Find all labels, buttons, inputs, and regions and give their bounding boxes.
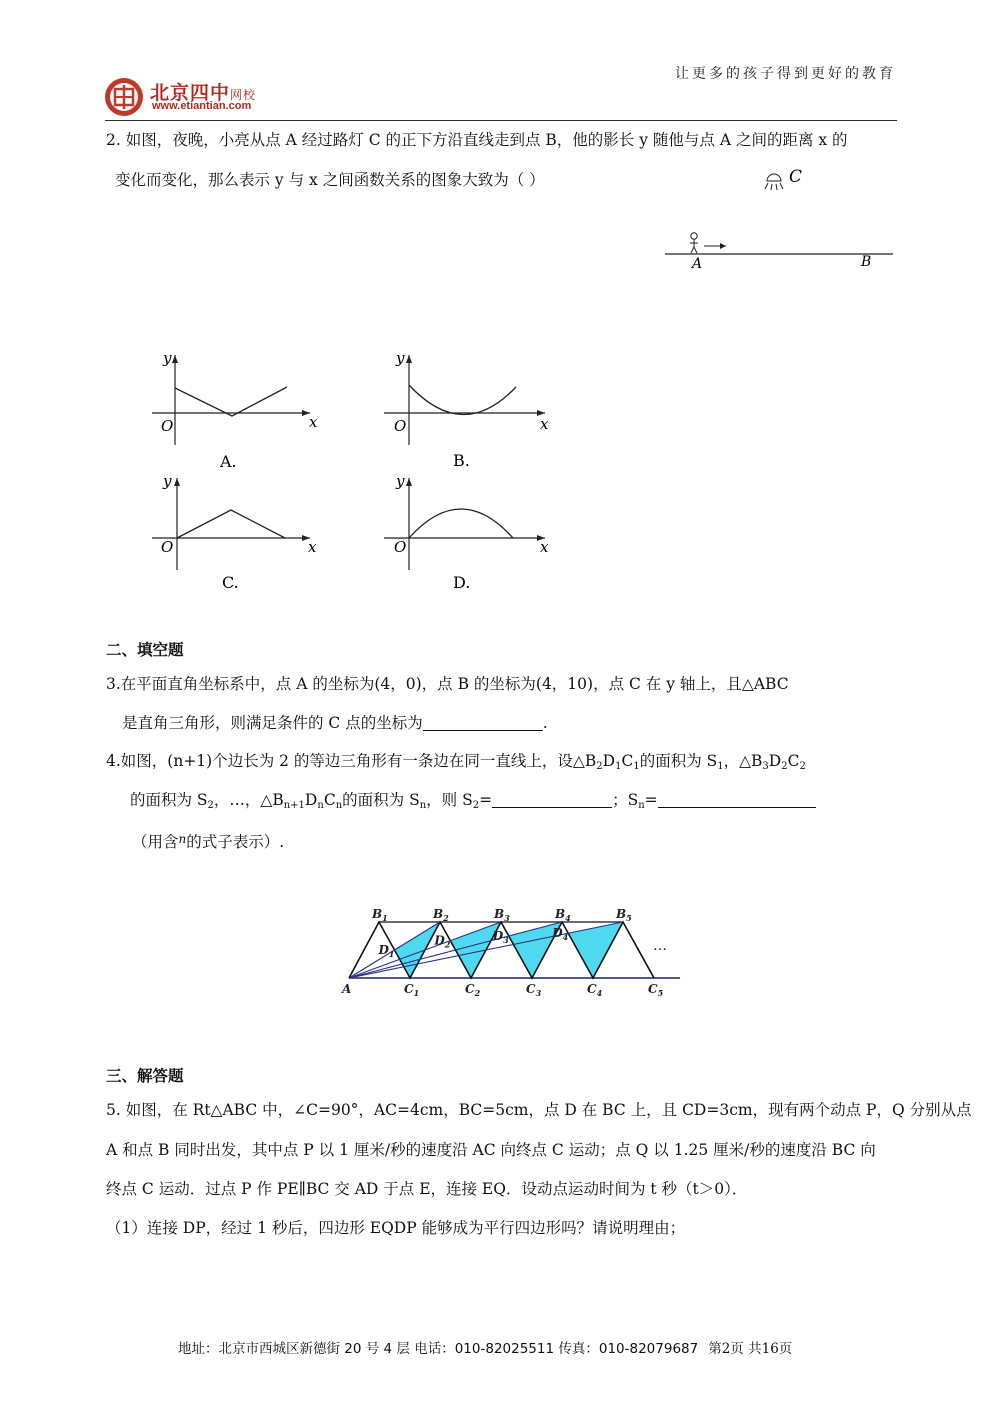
d-label: $D_4$ bbox=[552, 926, 569, 943]
ellipsis-label: … bbox=[653, 938, 667, 954]
b-label-sub: 5 bbox=[626, 913, 632, 923]
d-label-sub: 2 bbox=[444, 939, 451, 950]
q4-line1 bbox=[106, 751, 806, 777]
logo-url: www.etiantian.com bbox=[152, 100, 252, 112]
q4-text: C bbox=[323, 791, 336, 809]
q4-sub: 1 bbox=[633, 761, 640, 772]
q4-line2 bbox=[130, 790, 816, 816]
q4-var-n: n bbox=[178, 832, 187, 846]
b-label: $B_1$ bbox=[372, 907, 388, 923]
y-axis-label: y bbox=[163, 472, 172, 490]
d-label: $D_1$ bbox=[378, 943, 395, 959]
q4-text: ，则 S bbox=[426, 791, 473, 809]
point-a-label: A bbox=[692, 256, 703, 272]
q3-line2-end: . bbox=[542, 714, 548, 732]
q4-line3 bbox=[132, 829, 284, 852]
c-label-sub: 1 bbox=[413, 988, 420, 998]
c-label: $C_5$ bbox=[648, 982, 664, 998]
x-axis-label: x bbox=[309, 413, 318, 431]
q5-line3: 终点 C 运动．过点 P 作 PE∥BC 交 AD 于点 E，连接 EQ．设动点运动时间为 t 秒（t＞0）． bbox=[106, 1180, 748, 1198]
triangle-labels bbox=[341, 907, 667, 998]
q4-text: 的面积为 S bbox=[639, 752, 718, 770]
y-axis-label: y bbox=[163, 349, 172, 367]
y-axis-label: y bbox=[396, 349, 405, 367]
footer-address: 地址：北京市西城区新德街 20 号 4 层 电话：010-82025511 传真：010-82079687 bbox=[178, 1341, 699, 1357]
q4-sub: 2 bbox=[799, 761, 806, 772]
footer bbox=[178, 1337, 792, 1357]
option-label: D. bbox=[453, 573, 471, 592]
q2-lamp-figure bbox=[655, 160, 905, 275]
q4-s2-blank[interactable] bbox=[492, 791, 612, 808]
q4-text: 的式子表示）. bbox=[186, 833, 285, 851]
b-label: $B_4$ bbox=[555, 907, 571, 923]
c-label-sub: 3 bbox=[535, 988, 542, 998]
direction-arrow-icon bbox=[704, 243, 726, 249]
d-label-sub: 1 bbox=[388, 949, 395, 959]
q4-sub: 3 bbox=[762, 761, 769, 772]
q4-text: 4.如图，(n+1)个边长为 2 的等边三角形有一条边在同一直线上，设△B bbox=[106, 752, 597, 770]
a-label: A bbox=[342, 982, 352, 996]
q4-sub: n bbox=[419, 800, 427, 811]
q4-sub: 1 bbox=[717, 761, 724, 772]
option-label: B. bbox=[453, 451, 470, 470]
q4-text: = bbox=[479, 791, 493, 809]
x-axis-label: x bbox=[308, 538, 317, 556]
x-axis-label: x bbox=[540, 538, 549, 556]
q4-text: C bbox=[787, 752, 800, 770]
d-label: $D_3$ bbox=[492, 929, 509, 945]
page-number: 第2页 共16页 bbox=[708, 1341, 793, 1357]
c-label-sub: 5 bbox=[657, 988, 664, 998]
q4-sub: n bbox=[638, 800, 645, 811]
origin-label: O bbox=[161, 538, 174, 556]
q4-sub: 2 bbox=[472, 800, 480, 811]
origin-label: O bbox=[394, 538, 407, 556]
section-title-fill-in: 二、填空题 bbox=[106, 641, 184, 659]
q4-text: （用含 bbox=[132, 833, 179, 851]
header-divider bbox=[105, 120, 897, 121]
person-icon bbox=[690, 233, 698, 253]
q4-text: D bbox=[304, 791, 318, 809]
origin-label: O bbox=[161, 417, 174, 435]
q3-answer-blank[interactable] bbox=[423, 714, 543, 731]
lamp-label: C bbox=[789, 167, 803, 187]
q3-line2-text: 是直角三角形，则满足条件的 C 点的坐标为 bbox=[122, 714, 423, 732]
q4-sub: n bbox=[335, 800, 343, 811]
q2-line1: 2. 如图，夜晚，小亮从点 A 经过路灯 C 的正下方沿直线走到点 B，他的影长 y 随他与点 A 之间的距离 x 的 bbox=[106, 131, 848, 149]
option-label: A. bbox=[220, 452, 237, 471]
q4-text: ，△B bbox=[723, 752, 763, 770]
q4-text: 的面积为 S bbox=[342, 791, 420, 809]
street-lamp-icon bbox=[765, 174, 783, 190]
q4-sub: n bbox=[317, 800, 324, 811]
q5-line1: 5. 如图，在 Rt△ABC 中，∠C=90°，AC=4cm，BC=5cm，点 D 在 BC 上，且 CD=3cm，现有两个动点 P，Q 分别从点 bbox=[106, 1101, 972, 1119]
x-axis-label: x bbox=[540, 415, 549, 433]
q4-text: C bbox=[621, 752, 634, 770]
q4-text: 的面积为 S bbox=[130, 791, 208, 809]
q4-text: ；S bbox=[612, 791, 639, 809]
b-label-sub: 3 bbox=[504, 913, 510, 923]
logo-suffix: 网校 bbox=[230, 88, 257, 102]
c-label: $C_3$ bbox=[526, 982, 542, 998]
graph-option-a bbox=[145, 345, 330, 475]
c-label: $C_4$ bbox=[587, 982, 603, 998]
graph-option-c bbox=[145, 470, 330, 600]
b-label-sub: 1 bbox=[382, 913, 388, 923]
point-b-label: B bbox=[861, 254, 872, 270]
origin-label: O bbox=[394, 417, 407, 435]
q4-sub: 2 bbox=[207, 800, 214, 811]
b-label: $B_5$ bbox=[616, 907, 632, 923]
d-label-sub: 3 bbox=[503, 935, 509, 945]
logo-name: 北京四中 bbox=[150, 82, 231, 104]
option-label: C. bbox=[222, 573, 239, 592]
y-axis-label: y bbox=[396, 472, 405, 490]
d-label-sub: 4 bbox=[562, 932, 569, 943]
q4-text: D bbox=[768, 752, 782, 770]
q3-line1: 3.在平面直角坐标系中，点 A 的坐标为(4，0)，点 B 的坐标为(4，10)，点 C 在 y 轴上，且△ABC bbox=[106, 675, 789, 693]
b-label-sub: 2 bbox=[443, 913, 449, 923]
graph-option-d bbox=[377, 470, 562, 600]
q4-sub: 1 bbox=[615, 761, 622, 772]
b-label: $B_2$ bbox=[433, 907, 449, 923]
shaded-triangle bbox=[395, 922, 441, 978]
c-label: $C_1$ bbox=[404, 982, 420, 998]
q5-line2: A 和点 B 同时出发，其中点 P 以 1 厘米/秒的速度沿 AC 向终点 C 运动；点 Q 以 1.25 厘米/秒的速度沿 BC 向 bbox=[106, 1141, 876, 1159]
section-title-answer: 三、解答题 bbox=[106, 1067, 184, 1085]
header-slogan: 让更多的孩子得到更好的教育 bbox=[675, 66, 896, 82]
b-label: $B_3$ bbox=[494, 907, 510, 923]
graph-option-b bbox=[377, 345, 562, 475]
q3-line2 bbox=[122, 713, 548, 733]
logo-emblem-icon bbox=[103, 76, 149, 118]
c-label-sub: 2 bbox=[474, 988, 481, 998]
q4-sub: 2 bbox=[596, 761, 603, 772]
q4-triangles-figure bbox=[335, 900, 690, 1005]
c-label: $C_2$ bbox=[465, 982, 481, 998]
q4-text: ，…，△B bbox=[213, 791, 284, 809]
c-label-sub: 4 bbox=[596, 988, 603, 998]
q4-text: D bbox=[602, 752, 616, 770]
q5-part1: （1）连接 DP，经过 1 秒后，四边形 EQDP 能够成为平行四边形吗？请说明理由； bbox=[106, 1219, 686, 1237]
shaded-triangle bbox=[568, 922, 623, 978]
q4-text: = bbox=[644, 791, 658, 809]
b-label-sub: 4 bbox=[565, 913, 571, 923]
q4-sub: 2 bbox=[781, 761, 788, 772]
q4-sub: n+1 bbox=[283, 800, 305, 811]
q2-line2: 变化而变化，那么表示 y 与 x 之间函数关系的图象大致为（ ） bbox=[115, 171, 545, 189]
q4-sn-blank[interactable] bbox=[658, 791, 816, 808]
d-label: $D_2$ bbox=[434, 933, 451, 950]
